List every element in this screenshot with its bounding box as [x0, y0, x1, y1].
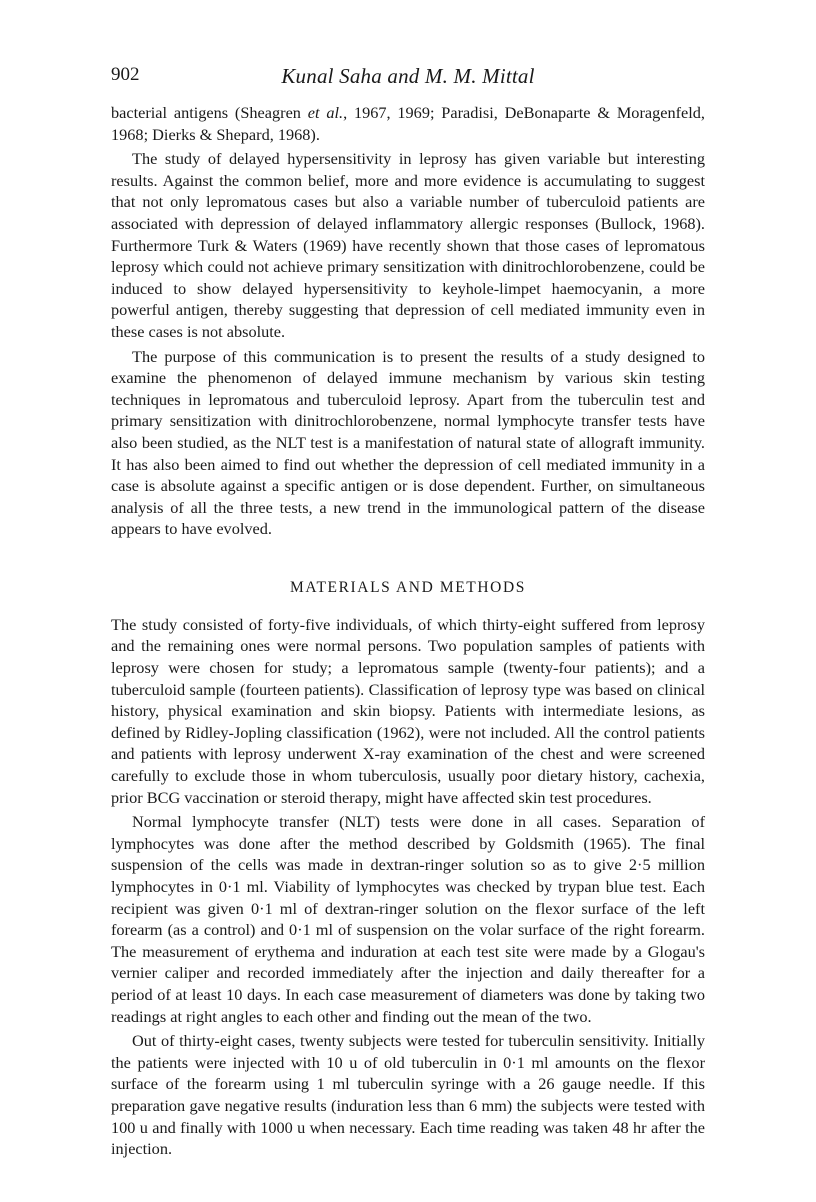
running-title: Kunal Saha and M. M. Mittal	[281, 64, 535, 88]
section-heading-materials-methods: MATERIALS AND METHODS	[290, 578, 526, 596]
running-head	[111, 64, 705, 98]
methods-paragraph-tuberculin-test: Out of thirty-eight cases, twenty subjects were tested for tuberculin sensitivity. Initially the patients were injected with 10 u of old tuberculin in 0·1 ml amounts on the flexor surface of the forearm using 1 ml tuberculin syringe with a 26 gauge needle. If this preparation gave negative results (induration less than 6 mm) the subjects were tested with 100 u and finally with 1000 u when necessary. Each time reading was taken 48 hr after the injection.	[111, 1031, 705, 1159]
intro-paragraph-continued: bacterial antigens (Sheagren et al., 1967, 1969; Paradisi, DeBonaparte & Moragenfeld, 1968; Dierks & Shepard, 1968).	[111, 103, 705, 144]
page-number: 902	[111, 64, 140, 85]
intro-paragraph-hypersensitivity: The study of delayed hypersensitivity in leprosy has given variable but interesting results. Against the common belief, more and more evidence is accumulating to suggest that not only lepromatous cases but also a variable number of tuberculoid patients are associated with depression of delayed inflammatory allergic responses (Bullock, 1968). Furthermore Turk & Waters (1969) have recently shown that those cases of lepromatous leprosy which could not achieve primary sensitization with dinitrochlorobenzene, could be induced to show delayed hypersensitivity to keyhole-limpet haemocyanin, a more powerful antigen, thereby suggesting that depression of cell mediated immunity even in these cases is not absolute.	[111, 149, 705, 341]
journal-page	[111, 64, 705, 1160]
et-al-italic: et al.	[307, 103, 344, 122]
methods-paragraph-study-population: The study consisted of forty-five individuals, of which thirty-eight suffered from leprosy and the remaining ones were normal persons. Two population samples of patients with leprosy were chosen for study; a lepromatous sample (twenty-four patients); and a tuberculoid sample (fourteen patients). Classification of leprosy type was based on clinical history, physical examination and skin biopsy. Patients with intermediate lesions, as defined by Ridley-Jopling classification (1962), were not included. All the control patients and patients with leprosy underwent X-ray examination of the chest and were screened carefully to exclude those in whom tuberculosis, usually poor dietary history, cachexia, prior BCG vaccination or steroid therapy, might have affected skin test procedures.	[111, 614, 705, 807]
methods-paragraph-nlt-test: Normal lymphocyte transfer (NLT) tests were done in all cases. Separation of lymphocytes was done after the method described by Goldsmith (1965). The final suspension of the cells was made in dextran-ringer solution so as to give 2·5 million lymphocytes in 0·1 ml. Viability of lymphocytes was checked by trypan blue test. Each recipient was given 0·1 ml of dextran-ringer solution on the flexor surface of the left forearm (as a control) and 0·1 ml of suspension on the volar surface of the right forearm. The measurement of erythema and induration at each test site were made by a Glogau's vernier caliper and recorded immediately after the injection and daily thereafter for a period of at least 10 days. In each case measurement of diameters was done by taking two readings at right angles to each other and finding out the mean of the two.	[111, 812, 705, 1026]
intro-paragraph-purpose: The purpose of this communication is to present the results of a study designed to examine the phenomenon of delayed immune mechanism by various skin testing techniques in lepromatous and tuberculoid leprosy. Apart from the tuberculin test and primary sensitization with dinitrochlorobenzene, normal lymphocyte transfer tests have also been studied, as the NLT test is a manifestation of natural state of allograft immunity. It has also been aimed to find out whether the depression of cell mediated immunity in a case is absolute against a specific antigen or is dose dependent. Further, on simultaneous analysis of all the three tests, a new trend in the immunological pattern of the disease appears to have evolved.	[111, 346, 705, 539]
